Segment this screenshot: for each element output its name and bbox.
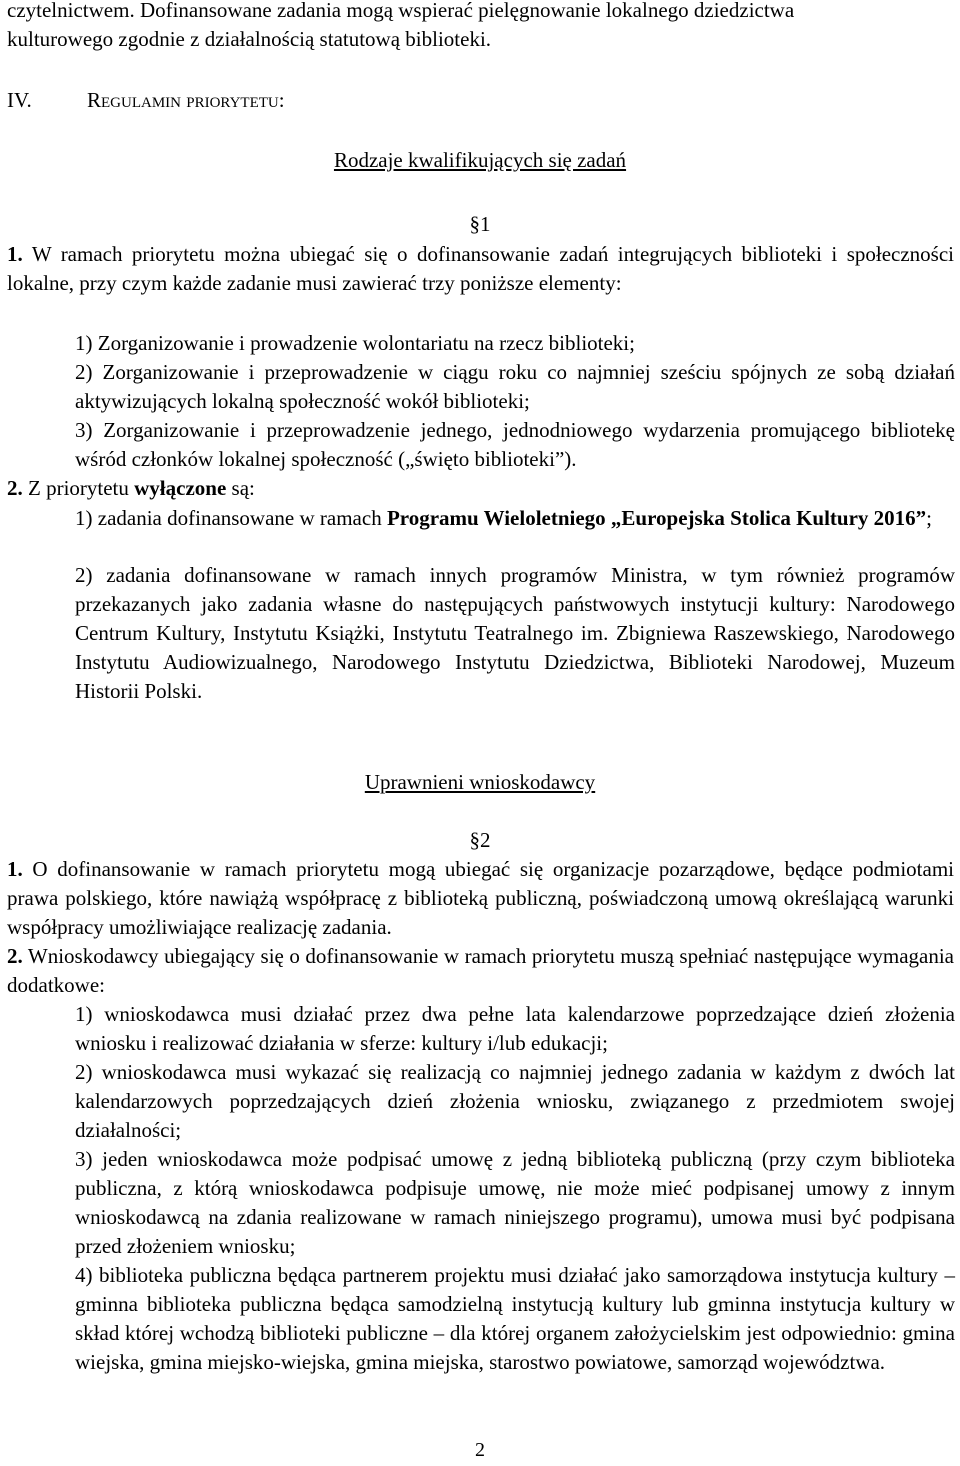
q2-item-4: 4) biblioteka publiczna będąca partnerem projektu musi działać jako samorządowa instytucja kultury – gminna biblioteka publiczna będąca samodzielną instytucją kultury lub gminna instytucja kultury w skład której wchodzą biblioteki publiczne – dla której organem założycielskim jest odpowiednio: gmina wiejska, gmina miejsko-wiejska, gmina miejska, starostwo powiatowe, samorząd województwa. (75, 1263, 955, 1374)
p1-number: 1. (7, 242, 23, 266)
paragraph-mark-1: §1 (469, 212, 491, 236)
p2-item-2: 2) zadania dofinansowane w ramach innych programów Ministra, w tym również programów przekazanych jako zadania własne do następujących państwowych instytucji kultury: Narodowego Centrum Kultury, Instytutu Książki, Instytutu Teatralnego im. Zbigniewa Raszewskiego, Narodowego Instytutu Audiowizualnego, Narodowego Instytutu Dziedzictwa, Biblioteki Narodowej, Muzeum Historii Polski. (75, 563, 955, 703)
intro-line-1: czytelnictwem. Dofinansowane zadania mogą wspierać pielęgnowanie lokalnego dziedzictwa (7, 0, 795, 22)
p1-item-2: 2) Zorganizowanie i przeprowadzenie w ciągu roku co najmniej sześciu spójnych ze sobą działań aktywizujących lokalną społeczność wokół biblioteki; (75, 360, 955, 413)
q2-number: 2. (7, 944, 23, 968)
q2-item-3: 3) jeden wnioskodawca może podpisać umowę z jedną biblioteką publiczną (przy czym biblioteka publiczna, z którą wnioskodawca podpisuje umowę, nie może mieć podpisanej umowy z innym wnioskodawcą na zdania realizowane w ramach niniejszego programu), umowa musi być podpisana przed złożeniem wniosku; (75, 1147, 955, 1258)
heading-task-types: Rodzaje kwalifikujących się zadań (333, 148, 627, 172)
intro-line-2: kulturowego zgodnie z działalnością statutową biblioteki. (7, 27, 492, 51)
p2-item-1 (75, 504, 955, 533)
paragraph-mark-2: §2 (469, 828, 491, 852)
q2-item-2: 2) wnioskodawca musi wykazać się realizacją co najmniej jednego zadania w każdym z dwóch lat kalendarzowych poprzedzających dzień złożenia wniosku, związanego z przedmiotem swojej działalności; (75, 1060, 955, 1142)
q2-body: Wnioskodawcy ubiegający się o dofinansowanie w ramach priorytetu muszą spełniać następujące wymagania dodatkowe: (7, 944, 955, 997)
q1-body: O dofinansowanie w ramach priorytetu mogą ubiegać się organizacje pozarządowe, będące podmiotami prawa polskiego, które nawiążą współpracę z biblioteką publiczną, poświadczoną umową określającą warunki współpracy umożliwiające realizację zadania. (7, 857, 955, 939)
p2-text-after: są: (226, 476, 255, 500)
p2-text (7, 474, 255, 503)
p2-text-bold: wyłączone (134, 476, 227, 500)
p2-item1-bold: Programu Wieloletniego „Europejska Stolica Kultury 2016” (386, 506, 927, 530)
q1-number: 1. (7, 857, 23, 881)
section-title: Regulamin priorytetu: (87, 88, 285, 112)
page-number: 2 (475, 1439, 485, 1461)
p1-text (7, 240, 954, 298)
q1-text (7, 855, 954, 942)
p2-text-before: Z priorytetu (28, 476, 135, 500)
p2-item1-before: 1) zadania dofinansowane w ramach (75, 506, 387, 530)
q2-text (7, 942, 954, 1000)
heading-eligible-applicants: Uprawnieni wnioskodawcy (364, 770, 596, 794)
section-number: IV. (7, 88, 32, 112)
q2-item-1: 1) wnioskodawca musi działać przez dwa pełne lata kalendarzowe poprzedzające dzień złożenia wniosku i realizować działania w sferze: kultury i/lub edukacji; (75, 1002, 955, 1055)
p2-item1-after: ; (926, 506, 932, 530)
section-heading (7, 86, 285, 115)
p1-item-1: 1) Zorganizowanie i prowadzenie wolontariatu na rzecz biblioteki; (75, 331, 635, 355)
p1-body: W ramach priorytetu można ubiegać się o dofinansowanie zadań integrujących biblioteki i społeczności lokalne, przy czym każde zadanie musi zawierać trzy poniższe elementy: (7, 242, 954, 295)
p1-item-3: 3) Zorganizowanie i przeprowadzenie jednego, jednodniowego wydarzenia promującego bibliotekę wśród członków lokalnej społeczność („święto biblioteki”). (75, 418, 955, 471)
p2-number: 2. (7, 476, 23, 500)
